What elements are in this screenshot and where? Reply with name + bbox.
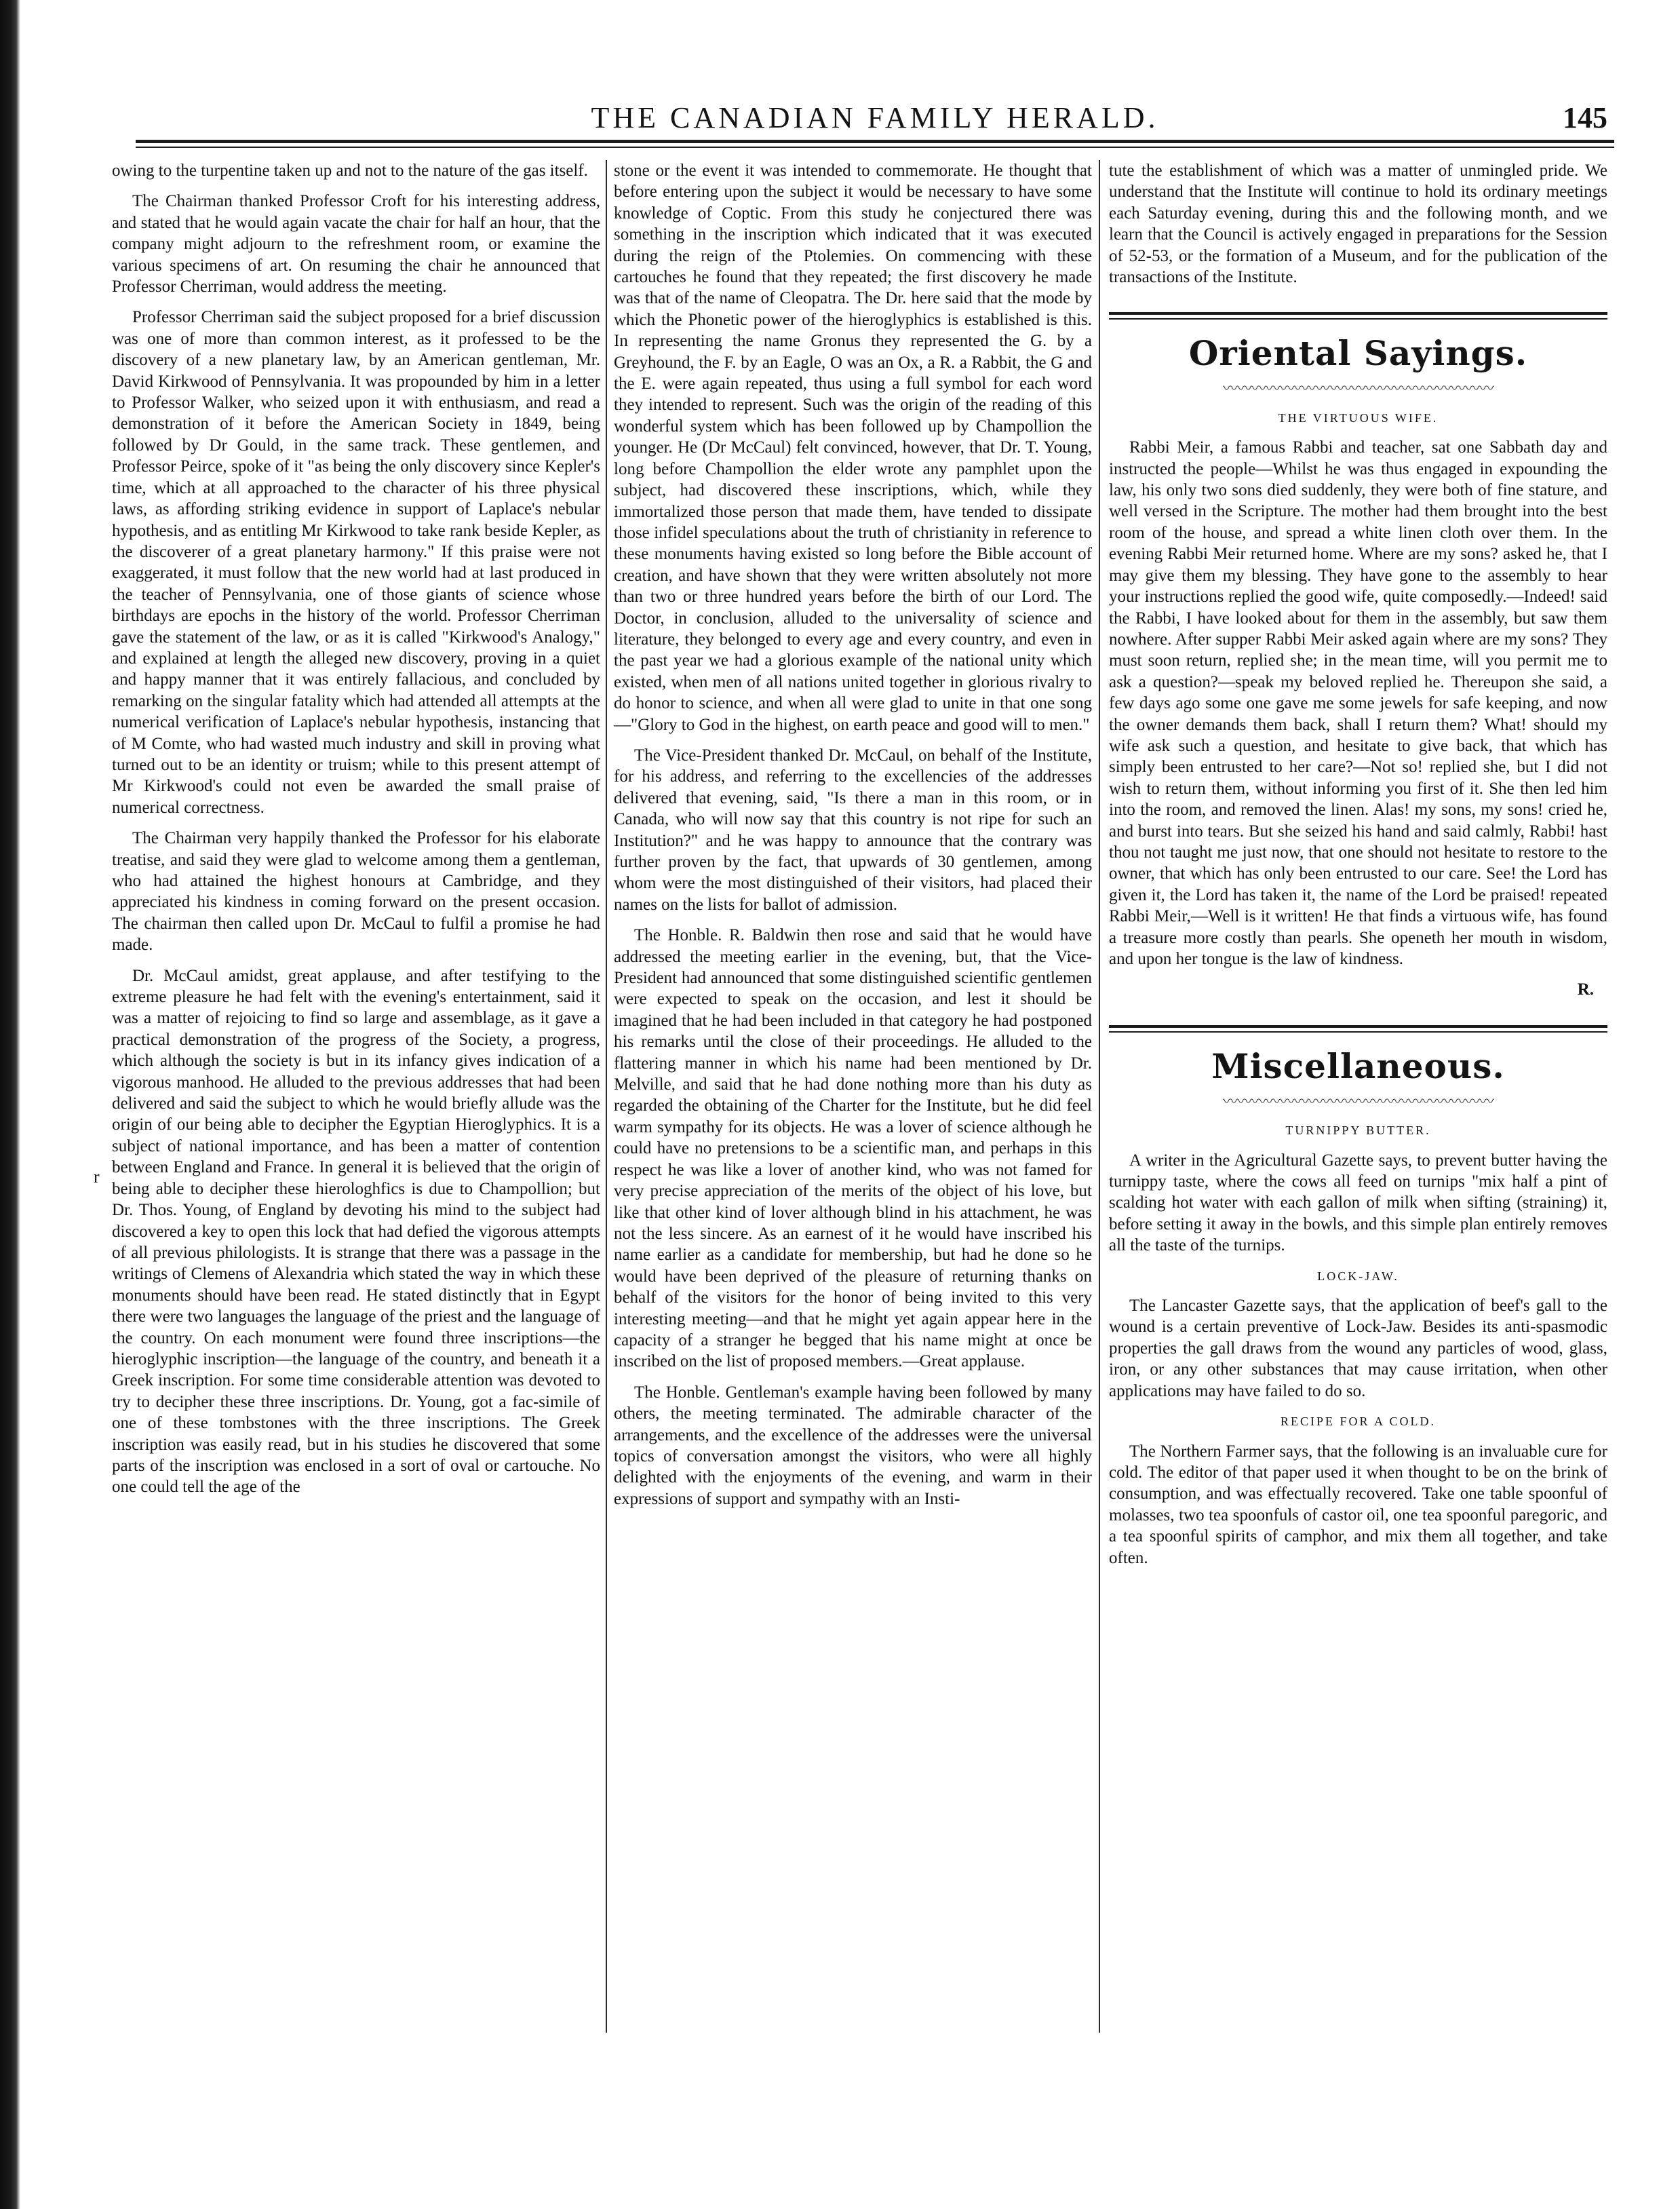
section-rule bbox=[1109, 1025, 1607, 1033]
paragraph: The Chairman thanked Professor Croft for his interesting address, and stated that he would again vacate the chair for half an hour, that the company might adjourn to the refreshment room, or examine the various specimens of art. On resuming the chair he announced that Professor Cherriman, would address the meeting. bbox=[112, 192, 600, 296]
paragraph: The Honble. R. Baldwin then rose and said that he would have addressed the meeting earlier in the evening, but, that the Vice-President had announced that some distinguished scientific gentlemen were expected to speak on the occasion, and lest it should be imagined that he had been included in that category he had postponed his remarks until the close of their proceedings. He alluded to the flattering manner in which his name had been mentioned by Dr. Melville, and said that he had done nothing more than his duty as regarded the obtaining of the Charter for the Institute, but he did feel warm sympathy for its objects. He was a lover of science although he could have no pretensions to be a scientific man, and perhaps in this respect he was like a lover of another kind, who was not famed for very precise appreciation of the merits of the object of his love, but like that other kind of lover although blind in his attachment, he was not the less sincere. As an earnest of it he would have inscribed his name earlier as a candidate for membership, but had he done so he would have been deprived of the pleasure of returning thanks on behalf of the visitors for the honor of being invited to this very interesting meeting—and that he might yet again appear here in the capacity of a stranger he begged that his name might at once be inscribed on the list of proposed members.—Great applause. bbox=[614, 926, 1092, 1371]
column-divider bbox=[606, 160, 607, 2033]
margin-mark: r bbox=[94, 1167, 100, 1187]
page-header bbox=[136, 100, 1614, 137]
signature: R. bbox=[1577, 980, 1594, 999]
item-title: TURNIPPY BUTTER. bbox=[1285, 1123, 1431, 1138]
header-rule-thick bbox=[136, 140, 1614, 143]
paragraph: The Lancaster Gazette says, that the application of beef's gall to the wound is a certain preventive of Lock-Jaw. Besides its anti-spasmodic properties the gall draws from the wound any particles of wood, glass, iron, or any other substances that may cause irritation, when other applications may have failed to do so. bbox=[1109, 1296, 1607, 1400]
wavy-rule: 〰〰〰〰〰〰〰〰〰〰〰〰〰〰〰〰〰〰〰 bbox=[1222, 1092, 1493, 1110]
paragraph: tute the establishment of which was a matter of unmingled pride. We understand that the Institute will continue to hold its ordinary meetings each Saturday evening, during this and the following month, and we learn that the Council is actively engaged in preparations for the Session of 52-53, or the formation of a Museum, and for the publication of the transactions of the Institute. bbox=[1109, 161, 1607, 287]
wavy-rule: 〰〰〰〰〰〰〰〰〰〰〰〰〰〰〰〰〰〰〰 bbox=[1222, 380, 1493, 398]
item-title: RECIPE FOR A COLD. bbox=[1280, 1415, 1437, 1429]
running-title: THE CANADIAN FAMILY HERALD. bbox=[591, 101, 1159, 134]
column-middle bbox=[614, 160, 1092, 1519]
binding-edge bbox=[0, 0, 20, 2209]
paragraph: A writer in the Agricultural Gazette says, to prevent butter having the turnippy taste, where the cows all feed on turnips "mix half a pint of scalding hot water with each gallon of milk when sifting (straining) it, before setting it away in the bowls, and this simple plan entirely removes all the taste of the turnips. bbox=[1109, 1151, 1607, 1255]
section-heading-miscellaneous: Miscellaneous. bbox=[1211, 1045, 1505, 1086]
column-right bbox=[1109, 160, 1607, 1578]
paragraph: The Vice-President thanked Dr. McCaul, on behalf of the Institute, for his address, and referring to the excellencies of the addresses delivered that evening, said, "Is there a man in this room, or in Canada, who will now say that this country is not ripe for such an Institution?" and he was happy to announce that the contrary was further proven by the fact, that upwards of 30 gentlemen, among whom were the most distinguished of their visitors, had placed their names on the lists for ballot of admission. bbox=[614, 746, 1092, 914]
paragraph: stone or the event it was intended to commemorate. He thought that before entering upon the subject it would be necessary to have some knowledge of Coptic. From this study he conjectured there was something in the inscription which indicated that it was executed during the reign of the Ptolemies. On commencing with these cartouches he found that they repeated; the first discovery he made was that of the name of Cleopatra. The Dr. here said that the mode by which the Phonetic power of the hieroglyphics is established is this. In representing the name Gronus they represented the G. by a Greyhound, the F. by an Eagle, O was an Ox, a R. a Rabbit, the G and the E. were again repeated, thus using a full symbol for each word they intended to represent. Such was the origin of the reading of this wonderful system which has been followed up by Champollion the younger. He (Dr McCaul) felt convinced, however, that Dr. T. Young, long before Champollion the elder wrote any pamphlet upon the subject, had discovered these inscriptions, which, while they immortalized those person that made them, have tended to dissipate those infidel speculations about the truth of christianity in reference to these monuments having existed so long before the Bible account of creation, and have shown that they were written absolutely not more than two or three hundred years before the birth of our Lord. The Doctor, in conclusion, alluded to the universality of science and literature, they belonged to every age and every country, and even in the past year we had a glorious example of the national unity which existed, when men of all nations united together in glorious rivalry to do honor to science, and when all were glad to unite in that one song—"Glory to God in the highest, on earth peace and good will to men." bbox=[614, 161, 1092, 734]
item-title: LOCK-JAW. bbox=[1317, 1269, 1399, 1283]
header-rule-thin bbox=[136, 147, 1614, 148]
paragraph: owing to the turpentine taken up and not to the nature of the gas itself. bbox=[112, 161, 588, 180]
article-title: THE VIRTUOUS WIFE. bbox=[1278, 410, 1439, 425]
section-heading-oriental-sayings: Oriental Sayings. bbox=[1188, 333, 1528, 374]
column-left bbox=[112, 160, 600, 1507]
paragraph: The Northern Farmer says, that the following is an invaluable cure for cold. The editor of that paper used it when thought to be on the brink of consumption, and was effectually recovered. Take one table spoonful of molasses, two tea spoonfuls of castor oil, one tea spoonful paregoric, and a tea spoonful spirits of camphor, and mix them all together, and take often. bbox=[1109, 1442, 1607, 1567]
page-number: 145 bbox=[1563, 101, 1607, 134]
paragraph: The Honble. Gentleman's example having been followed by many others, the meeting terminated. The admirable character of the arrangements, and the excellence of the addresses were the universal topics of conversation amongst the visitors, who were all highly delighted with the enjoyments of the evening, and warm in their expressions of support and sympathy with an Insti- bbox=[614, 1383, 1092, 1508]
paragraph: Professor Cherriman said the subject proposed for a brief discussion was one of more than common interest, as it professed to be the discovery of a new planetary law, by an American gentleman, Mr. David Kirkwood of Pennsylvania. It was propounded by him in a letter to Professor Walker, who seized upon it with enthusiasm, and read a demonstration of it before the American Society in 1849, being followed by Dr Gould, in the same track. These gentlemen, and Professor Peirce, spoke of it "as being the only discovery since Kepler's time, which at all approached to the character of his three physical laws, as affording striking evidence in support of Laplace's nebular hypothesis, and as entitling Mr Kirkwood to take rank beside Kepler, as the discoverer of a great planetary harmony." If this praise were not exaggerated, it must follow that the new world had at last produced in the teacher of Pennsylvania, one of those giants of science whose birthdays are epochs in the history of the world. Professor Cherriman gave the statement of the law, or as it is called "Kirkwood's Analogy," and explained at length the alleged new discovery, proving in a quiet and happy manner that it was entirely fallacious, and concluded by remarking on the singular fatality which had attended all attempts at the numerical verification of Laplace's nebular hypothesis, instancing that of M Comte, who had wasted much industry and skill in proving what turned out to be an identity or truism; while to this present attempt of Mr Kirkwood's could not even be awarded the small praise of numerical correctness. bbox=[112, 308, 600, 817]
paragraph: The Chairman very happily thanked the Professor for his elaborate treatise, and said they were glad to welcome among them a gentleman, who had attained the highest honours at Cambridge, and they appreciated his kindness in coming forward on the present occasion. The chairman then called upon Dr. McCaul to fulfil a promise he had made. bbox=[112, 829, 600, 955]
section-rule bbox=[1109, 312, 1607, 320]
column-divider bbox=[1099, 160, 1100, 2033]
paragraph: Dr. McCaul amidst, great applause, and after testifying to the extreme pleasure he had felt with the evening's entertainment, said it was a matter of rejoicing to find so large and assemblage, as it gave a practical demonstration of the progress of the Society, a progress, which although the society is but in its infancy gives indication of a vigorous manhood. He alluded to the previous addresses that had been delivered and said the subject to which he would briefly allude was the origin of our being able to decipher the Egyptian Hieroglyphics. It is a subject of national importance, and has been a matter of contention between England and France. In general it is believed that the origin of being able to decipher these hierologhfics is due to Champollion; but Dr. Thos. Young, of England by devoting his mind to the subject had discovered a key to open this lock that had defied the vigorous attempts of all previous philologists. It is strange that there was a passage in the writings of Clemens of Alexandria which stated the way in which these monuments should have been read. He stated distinctly that in Egypt there were two languages the language of the priest and the language of the country. On each monument were found three inscriptions—the hieroglyphic inscription—the language of the country, and beneath it a Greek inscription. For some time considerable attention was devoted to try to decipher these three inscriptions. Dr. Young, got a fac-simile of one of these tombstones with the three inscriptions. The Greek inscription was easily read, but in his studies he discovered that some parts of the inscription was enclosed in a sort of oval or cartouche. No one could tell the age of the bbox=[112, 966, 600, 1497]
paragraph: Rabbi Meir, a famous Rabbi and teacher, sat one Sabbath day and instructed the people—Whilst he was thus engaged in expounding the law, his only two sons died suddenly, they were both of fine stature, and well versed in the Scripture. The mother had them brought into the best room of the house, and spread a white linen cloth over them. In the evening Rabbi Meir returned home. Where are my sons? asked he, that I may give them my blessing. They have gone to the assembly to hear your instructions replied the good wife, quite composedly.—Indeed! said the Rabbi, I have looked about for them in the assembly, but saw them nowhere. After supper Rabbi Meir asked again where are my sons? They must soon return, replied she; in the mean time, will you permit me to ask a question?—speak my beloved replied he. Thereupon she said, a few days ago some one gave me some jewels for safe keeping, and now the owner demands them back, shall I return them? What! should my wife ask such a question, and hesitate to give back, that which has simply been entrusted to her care?—Not so! replied she, but I did not wish to return them, without informing you first of it. She then led him into the room, and removed the linen. Alas! my sons, my sons! cried he, and burst into tears. But she seized his hand and said calmly, Rabbi! hast thou not taught me just now, that one should not hesitate to restore to the owner, that which has only been entrusted to our care. See! the Lord has given it, the Lord has taken it, the name of the Lord be praised! repeated Rabbi Meir,—Well is it written! He that finds a virtuous wife, has found a treasure more costly than pearls. She openeth her mouth in wisdom, and upon her tongue is the law of kindness. bbox=[1109, 438, 1607, 968]
